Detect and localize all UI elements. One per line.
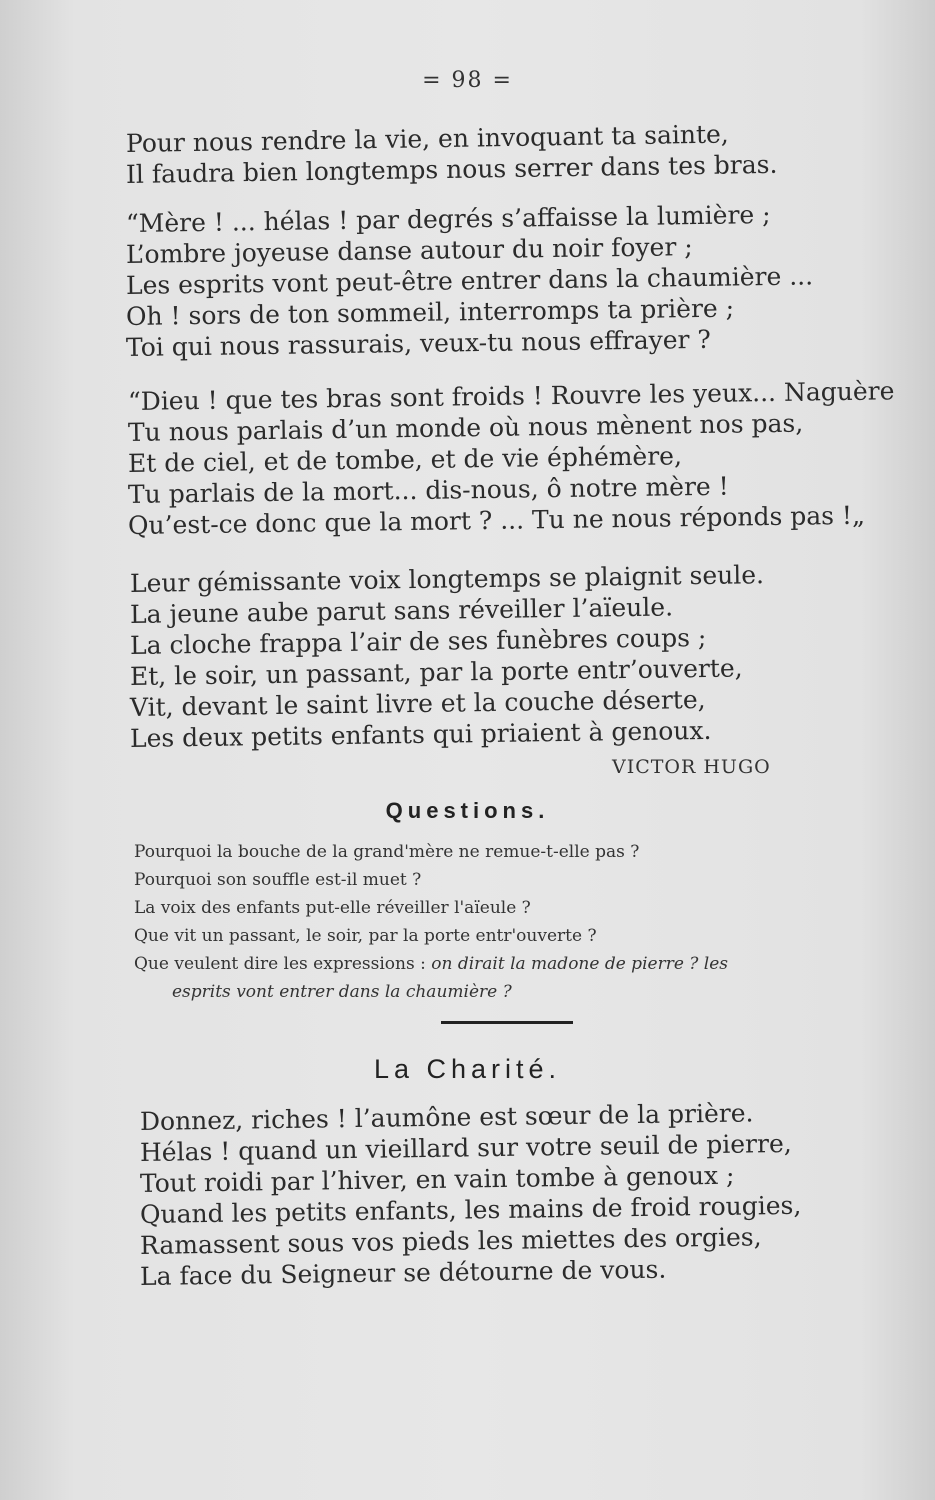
- verse-line: Toi qui nous rassurais, veux-tu nous effrayer ?: [125, 324, 712, 362]
- stanza-4: [129, 560, 765, 754]
- stanza-3: [127, 376, 895, 541]
- verse-line: Tout roidi par l’hiver, en vain tombe à genoux ;: [139, 1160, 735, 1198]
- verse-line: Et de ciel, et de tombe, et de vie éphémère,: [127, 441, 683, 478]
- verse-line: Qu’est-ce donc que la mort ? ... Tu ne nous réponds pas !„: [127, 500, 866, 540]
- section-divider: [441, 1021, 573, 1024]
- questions-list: [134, 838, 728, 1006]
- verse-line: “Dieu ! que tes bras sont froids ! Rouvre les yeux... Naguère: [127, 376, 895, 416]
- stanza-1: [125, 119, 778, 190]
- question-item-last: [134, 950, 728, 978]
- verse-line: La cloche frappa l’air de ses funèbres coups ;: [129, 622, 707, 660]
- question-item: Pourquoi son souffle est-il muet ?: [134, 870, 422, 890]
- question-quote: on dirait la madone de pierre ? les: [431, 954, 729, 974]
- verse-line: La jeune aube parut sans réveiller l’aïeule.: [129, 592, 674, 629]
- verse-line: Tu parlais de la mort... dis-nous, ô notre mère !: [127, 471, 729, 509]
- verse-line: Vit, devant le saint livre et la couche déserte,: [129, 684, 706, 722]
- verse-line: Les deux petits enfants qui priaient à genoux.: [129, 715, 712, 753]
- verse-line: L’ombre joyeuse danse autour du noir foyer ;: [125, 232, 693, 269]
- question-item: La voix des enfants put-elle réveiller l'aïeule ?: [134, 898, 531, 918]
- verse-line: Tu nous parlais d’un monde où nous mènent nos pas,: [127, 408, 804, 447]
- questions-heading: Questions.: [385, 798, 550, 823]
- verse-line: Il faudra bien longtemps nous serrer dans tes bras.: [125, 149, 778, 189]
- stanza-2: [125, 200, 814, 363]
- author-signature: VICTOR HUGO: [612, 756, 771, 778]
- verse-line: Pour nous rendre la vie, en invoquant ta sainte,: [125, 119, 729, 158]
- question-prefix: Que veulent dire les expressions :: [134, 954, 426, 974]
- verse-line: Et, le soir, un passant, par la porte entr’ouverte,: [129, 653, 743, 691]
- verse-line: Leur gémissante voix longtemps se plaignit seule.: [129, 560, 765, 598]
- charite-stanza: [139, 1098, 802, 1292]
- verse-line: “Mère ! ... hélas ! par degrés s’affaisse la lumière ;: [125, 200, 771, 238]
- question-item: Pourquoi la bouche de la grand'mère ne remue-t-elle pas ?: [134, 842, 640, 862]
- question-item-continuation: [134, 978, 728, 1006]
- verse-line: Les esprits vont peut-être entrer dans la chaumière ...: [125, 261, 814, 300]
- question-quote: esprits vont entrer dans la chaumière ?: [172, 982, 512, 1002]
- verse-line: Quand les petits enfants, les mains de froid rougies,: [139, 1190, 802, 1229]
- verse-line: Donnez, riches ! l’aumône est sœur de la prière.: [139, 1098, 754, 1136]
- verse-line: La face du Seigneur se détourne de vous.: [139, 1254, 667, 1291]
- page-number: = 98 =: [422, 68, 513, 93]
- question-item: Que vit un passant, le soir, par la porte entr'ouverte ?: [134, 926, 597, 946]
- verse-line: Ramassent sous vos pieds les miettes des orgies,: [139, 1222, 762, 1260]
- poem-title: La Charité.: [373, 1054, 562, 1084]
- verse-line: Oh ! sors de ton sommeil, interromps ta prière ;: [125, 293, 735, 331]
- verse-line: Hélas ! quand un vieillard sur votre seuil de pierre,: [139, 1128, 792, 1167]
